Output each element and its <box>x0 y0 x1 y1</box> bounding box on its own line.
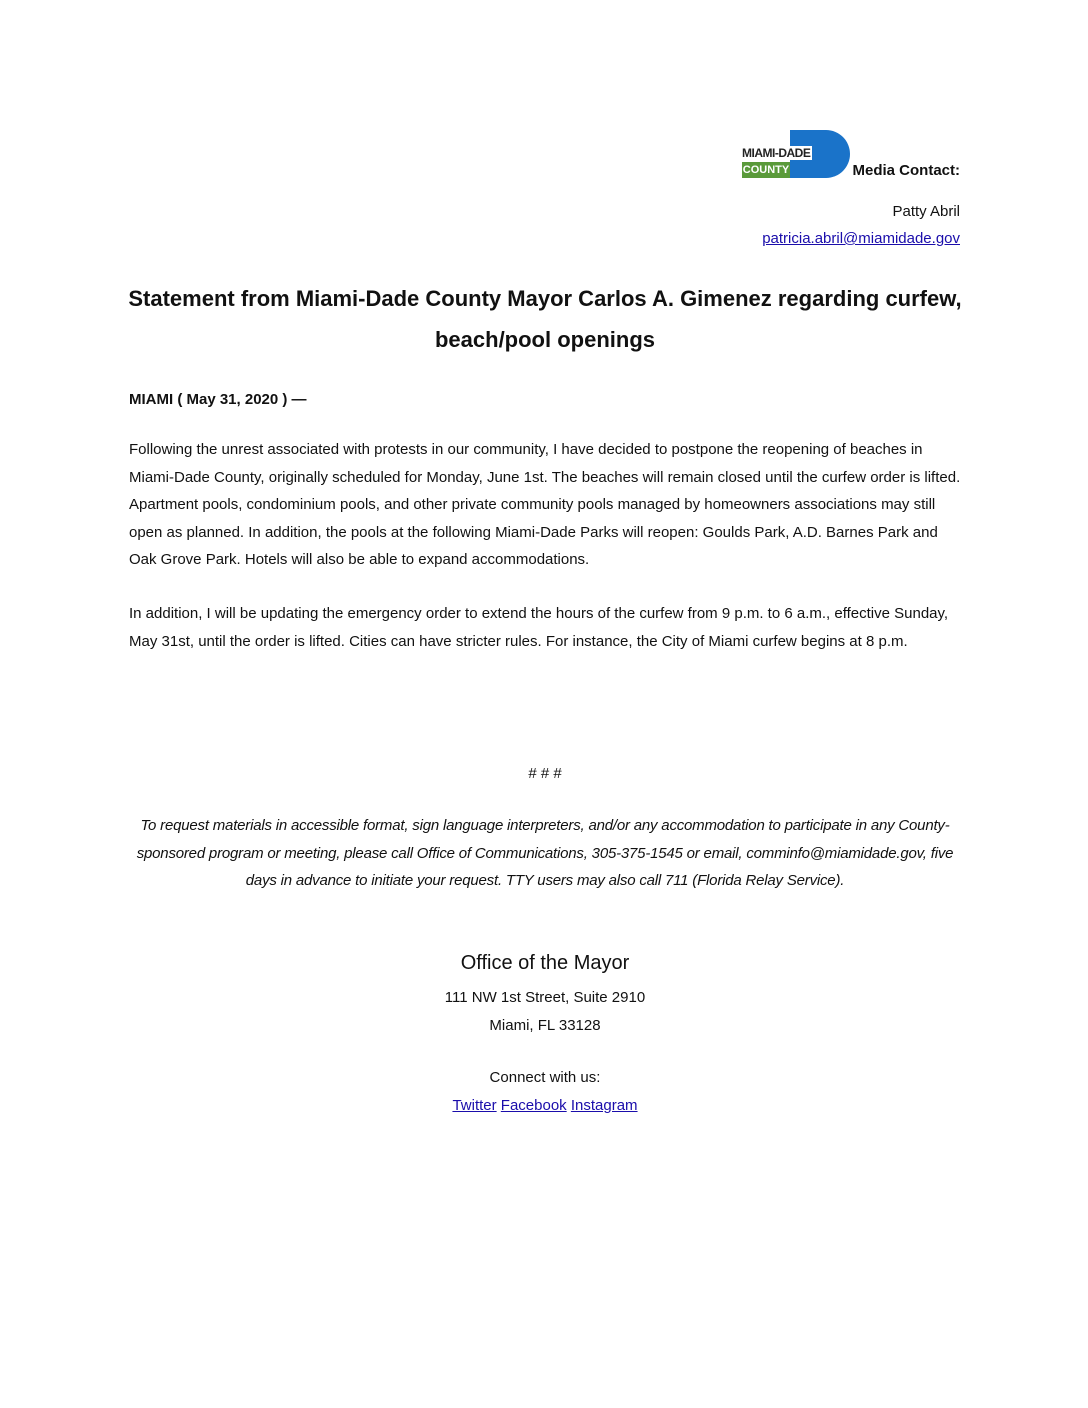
separator: # # # <box>528 765 562 782</box>
logo-text-bottom: COUNTY <box>742 164 790 176</box>
accessibility-note: To request materials in accessible format, sign language interpreters, and/or any accommodation to participate in any County-sponsored program or meeting, please call Office of Communications, 305-375-1545 or email, comminfo@miamidade.gov, five days in advance to initiate your request. TTY users may also call 711 (Florida Relay Service). <box>136 817 954 889</box>
contact-name: Patty Abril <box>892 203 960 220</box>
instagram-link[interactable]: Instagram <box>570 1097 638 1114</box>
facebook-link[interactable]: Facebook <box>500 1097 567 1114</box>
address-line-1: 111 NW 1st Street, Suite 2910 <box>444 989 646 1006</box>
social-links <box>120 1092 970 1120</box>
twitter-link[interactable]: Twitter <box>452 1097 497 1114</box>
body-paragraph: Following the unrest associated with protests in our community, I have decided to postpone the reopening of beaches in Miami-Dade County, originally scheduled for Monday, June 1st. The beaches will remain closed until the curfew order is lifted. Apartment pools, condominium pools, and other private community pools managed by homeowners associations may still open as planned. In addition, the pools at the following Miami-Dade Parks will reopen: Goulds Park, A.D. Barnes Park and Oak Grove Park. Hotels will also be able to expand accommodations. <box>129 441 961 568</box>
miami-dade-logo <box>742 130 850 178</box>
address-line-2: Miami, FL 33128 <box>489 1017 601 1034</box>
media-contact-label: Media Contact: <box>852 162 960 179</box>
connect-label: Connect with us: <box>489 1069 601 1086</box>
logo-text-top: MIAMI-DADE <box>742 146 811 160</box>
office-heading: Office of the Mayor <box>460 952 630 974</box>
page-title: Statement from Miami-Dade County Mayor Carlos A. Gimenez regarding curfew, beach/pool openings <box>128 286 962 352</box>
dateline: MIAMI ( May 31, 2020 ) — <box>129 391 307 408</box>
body-paragraph: In addition, I will be updating the emergency order to extend the hours of the curfew from 9 p.m. to 6 a.m., effective Sunday, May 31st, until the order is lifted. Cities can have stricter rules. For instance, the City of Miami curfew begins at 8 p.m. <box>129 605 949 650</box>
contact-email-link[interactable]: patricia.abril@miamidade.gov <box>762 230 960 247</box>
